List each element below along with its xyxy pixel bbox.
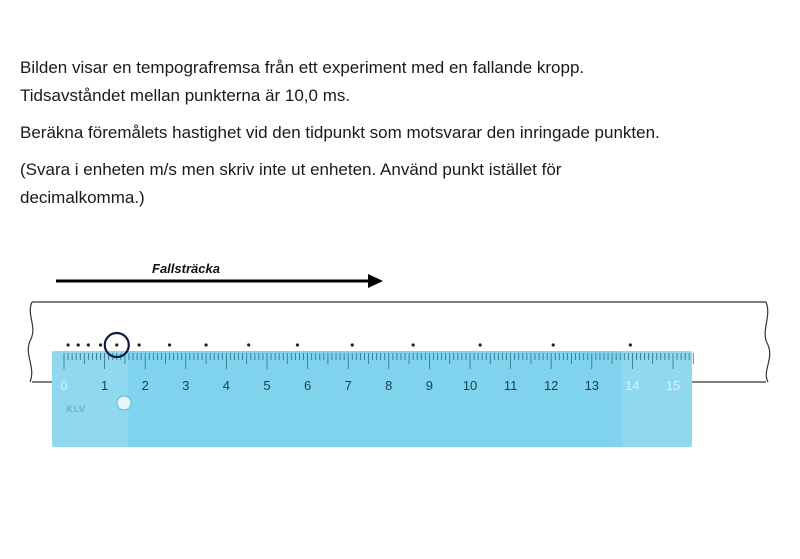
tape-dot	[412, 343, 415, 346]
ruler-number: 5	[263, 378, 271, 393]
ruler-number: 15	[665, 378, 681, 393]
ruler-number: 2	[141, 378, 149, 393]
tape-dot	[351, 343, 354, 346]
ruler-number: 14	[625, 378, 640, 393]
ticker-tape-svg	[0, 255, 800, 485]
question-note-line-2: decimalkomma.)	[20, 188, 145, 207]
tape-dot	[479, 343, 482, 346]
tape-dot	[77, 343, 80, 346]
ruler-hole	[117, 396, 131, 410]
ruler-brand: KLV	[66, 405, 86, 415]
ruler-number: 8	[385, 378, 393, 393]
question-text	[20, 54, 790, 221]
tape-dot	[115, 343, 118, 346]
tape-dot	[629, 343, 632, 346]
tape-right-torn-edge	[765, 302, 770, 382]
ruler-number: 3	[182, 378, 190, 393]
ruler-number: 12	[543, 378, 559, 393]
tape-dots	[66, 343, 632, 346]
tape-dot	[168, 343, 171, 346]
tape-dot	[552, 343, 555, 346]
ruler-number: 0	[60, 378, 68, 393]
question-line-2: Tidsavståndet mellan punkterna är 10,0 ms.	[20, 86, 351, 105]
question-note	[20, 156, 790, 212]
ruler	[52, 351, 693, 447]
direction-arrow-head	[368, 274, 383, 288]
question-note-line-1: (Svara i enheten m/s men skriv inte ut enheten. Använd punkt istället för	[20, 160, 562, 179]
tape-dot	[99, 343, 102, 346]
ticker-tape-figure	[0, 255, 800, 485]
tape-dot	[296, 343, 299, 346]
tape-dot	[138, 343, 141, 346]
ruler-number: 11	[503, 378, 518, 393]
ruler-number: 6	[303, 378, 312, 393]
ruler-number: 9	[425, 378, 434, 393]
tape-dot	[205, 343, 208, 346]
ruler-left-end	[52, 351, 128, 447]
ruler-number: 1	[100, 378, 109, 393]
question-line-1: Bilden visar en tempografremsa från ett experiment med en fallande kropp.	[20, 58, 585, 77]
question-instruction: Beräkna föremålets hastighet vid den tidpunkt som motsvarar den inringade punkten.	[20, 123, 660, 142]
ruler-number: 10	[462, 378, 478, 393]
tape-left-torn-edge	[28, 302, 33, 382]
ruler-number: 13	[584, 378, 600, 393]
ruler-number: 4	[222, 378, 231, 393]
tape-dot	[66, 343, 69, 346]
tape-dot	[247, 343, 250, 346]
tape-dot	[87, 343, 90, 346]
ruler-body	[52, 351, 692, 447]
ruler-number: 7	[344, 378, 352, 393]
arrow-label: Fallsträcka	[152, 261, 220, 276]
question-intro	[20, 54, 790, 110]
